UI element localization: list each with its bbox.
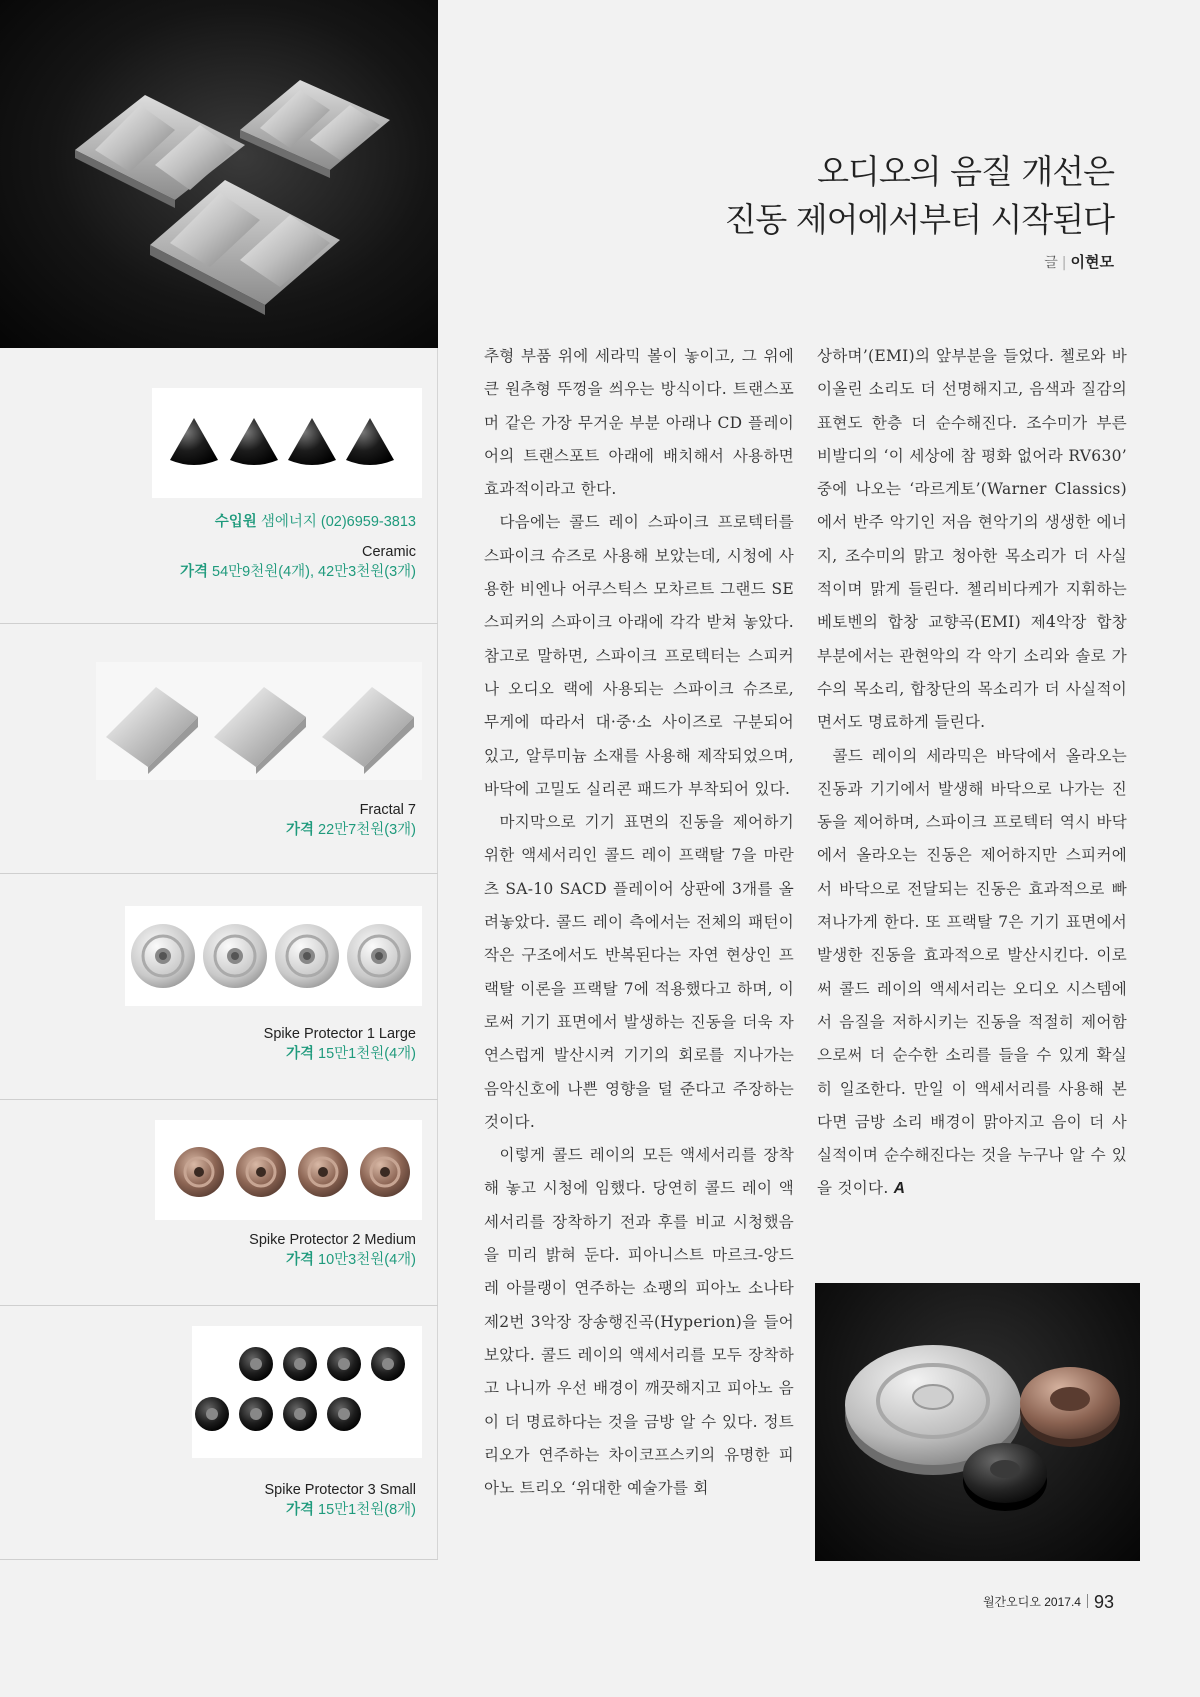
spike-protector-3-photo [192, 1326, 422, 1458]
page-number: 93 [1093, 1592, 1114, 1612]
importer-line: 수입원 샘에너지 (02)6959-3813 [214, 514, 416, 530]
spike-protector-1-photo [125, 906, 422, 1006]
product-ceramic [0, 348, 438, 624]
product-name: Ceramic [362, 544, 416, 560]
spike-protector-medium-icon [155, 1120, 422, 1220]
article-headline [724, 148, 1114, 244]
product-name: Spike Protector 3 Small [264, 1482, 416, 1498]
byline-separator: | [1061, 255, 1067, 271]
product-spike-protector-1 [0, 874, 438, 1100]
headline-line-2: 진동 제어에서부터 시작된다 [724, 200, 1114, 239]
product-ceramic-info [180, 512, 416, 582]
byline [1044, 251, 1114, 272]
product-name: Spike Protector 2 Medium [249, 1232, 416, 1248]
spike-protector-2-photo [155, 1120, 422, 1220]
product-spike-protector-2-info [249, 1230, 416, 1270]
spike-protector-small-icon [192, 1326, 422, 1458]
body-paragraph-last [817, 740, 1127, 1206]
page-footer [983, 1592, 1114, 1613]
body-paragraph: 마지막으로 기기 표면의 진동을 제어하기 위한 액세서리인 콜드 레이 프랙탈 7을 마란츠 SA-10 SACD 플레이어 상판에 3개를 올려놓았다. 콜드 레이 측에서는 전체의 패턴이 작은 구조에서도 반복된다는 자연 현상인 프랙탈 이론을 프랙탈 7에 적용했다고 하며, 이로써 기기 표면에서 발생하는 진동을 더욱 자연스럽게 발산시켜 기기의 회로를 지나가는 음악신호에 나쁜 영향을 덜 준다고 주장하는 것이다. [484, 813, 794, 1131]
product-spike-protector-3-info [264, 1480, 416, 1520]
body-paragraph: 다음에는 콜드 레이 스파이크 프로텍터를 스파이크 슈즈로 사용해 보았는데, 시청에 사용한 비엔나 어쿠스틱스 모차르트 그랜드 SE 스피커의 스파이크 아래에 각각 받쳐 놓았다. 참고로 말하면, 스파이크 프로텍터는 스피커나 오디오 랙에 사용되는 스파이크 슈즈로, 무게에 따라서 대·중·소 사이즈로 구분되어 있고, 알루미늄 소재를 사용해 제작되었으며, 바닥에 고밀도 실리콘 패드가 부착되어 있다. [484, 513, 794, 798]
footer-divider [1087, 1594, 1088, 1608]
spike-protector-large-icon [125, 906, 422, 1006]
body-paragraph-text: 콜드 레이의 세라믹은 바닥에서 올라오는 진동과 기기에서 발생해 바닥으로 나가는 진동을 제어하며, 스파이크 프로텍터 역시 바닥에서 올라오는 진동은 제어하지만 스피커에서 바닥으로 전달되는 진동은 효과적으로 빠져나가게 한다. 또 프랙탈 7은 기기 표면에서 발생한 진동을 효과적으로 발산시킨다. 이로써 콜드 레이의 액세서리는 오디오 시스템에서 음질을 저하시키는 진동을 적절히 제어함으로써 더 순수한 소리를 들을 수 있게 확실히 일조한다. 만일 이 액세서리를 사용해 본다면 금방 소리 배경이 맑아지고 음이 더 사실적이며 순수해진다는 것을 누구나 알 수 있을 것이다. [817, 746, 1127, 1198]
end-mark-icon: A [893, 1180, 906, 1198]
left-product-column [0, 0, 438, 1560]
product-fractal7 [0, 624, 438, 874]
headline-line-1: 오디오의 음질 개선은 [817, 152, 1114, 191]
body-column-1 [484, 340, 794, 1505]
spike-protectors-closeup-icon [815, 1283, 1140, 1561]
price-line: 가격 10만3천원(4개) [286, 1252, 416, 1268]
magazine-issue: 월간오디오 2017.4 [982, 1595, 1081, 1609]
ceramic-cones-photo [152, 388, 422, 498]
body-paragraph: 이렇게 콜드 레이의 모든 액세서리를 장착해 놓고 시청에 임했다. 당연히 콜드 레이 액세서리를 장착하기 전과 후를 비교 시청했음을 미리 밝혀 둔다. 피아니스트 마르크-앙드레 아믈랭이 연주하는 쇼팽의 피아노 소나타 제2번 3악장 장송행진곡(Hyperion)을 들어 보았다. 콜드 레이의 액세서리를 모두 장착하고 나니까 우선 배경이 깨끗해지고 피아노 음이 더 명료하다는 것을 금방 알 수 있다. 정트리오가 연주하는 차이코프스키의 유명한 피아노 트리오 ‘위대한 예술가를 회 [484, 1146, 794, 1498]
fractal7-photo [96, 662, 422, 780]
body-paragraph: 추형 부품 위에 세라믹 볼이 놓이고, 그 위에 큰 원추형 뚜껑을 씌우는 방식이다. 트랜스포머 같은 가장 무거운 부분 아래나 CD 플레이어의 트랜스포트 아래에 배치해서 사용하면 효과적이라고 한다. [484, 347, 794, 499]
product-spike-protector-1-info [264, 1024, 416, 1064]
fractal-block-icon [96, 662, 422, 780]
byline-label: 글 [1044, 255, 1058, 271]
ceramic-cone-icon [152, 388, 422, 498]
product-fractal7-info [286, 800, 416, 840]
fractal-blocks-photo-icon [0, 0, 438, 348]
byline-author: 이현모 [1070, 253, 1114, 271]
body-paragraph: 상하며’(EMI)의 앞부분을 들었다. 첼로와 바이올린 소리도 더 선명해지고, 음색과 질감의 표현도 한층 더 순수해진다. 조수미가 부른 비발디의 ‘이 세상에 참 평화 없어라 RV630’ 중에 나오는 ‘라르게토’(Warner Classics)에서 반주 악기인 저음 현악기의 생생한 에너지, 조수미의 맑고 청아한 목소리가 더 사실적이며 맑게 들린다. 첼리비다케가 지휘하는 베토벤의 합창 교향곡(EMI) 제4악장 합창 부분에서는 관현악의 각 악기 소리와 솔로 가수의 목소리, 합창단의 목소리가 더 사실적이면서도 명료하게 들린다. [817, 347, 1127, 732]
price-line: 가격 15만1천원(4개) [286, 1046, 416, 1062]
price-line: 가격 15만1천원(8개) [286, 1502, 416, 1518]
product-spike-protector-3 [0, 1306, 438, 1560]
product-name: Spike Protector 1 Large [263, 1026, 416, 1042]
price-line: 가격 22만7천원(3개) [286, 822, 416, 838]
product-name: Fractal 7 [359, 802, 416, 818]
price-line: 가격 54만9천원(4개), 42만3천원(3개) [180, 564, 416, 580]
product-spike-protector-2 [0, 1100, 438, 1306]
hero-photo [0, 0, 438, 348]
body-column-2 [817, 340, 1127, 1206]
spike-protectors-closeup-photo [815, 1283, 1140, 1561]
